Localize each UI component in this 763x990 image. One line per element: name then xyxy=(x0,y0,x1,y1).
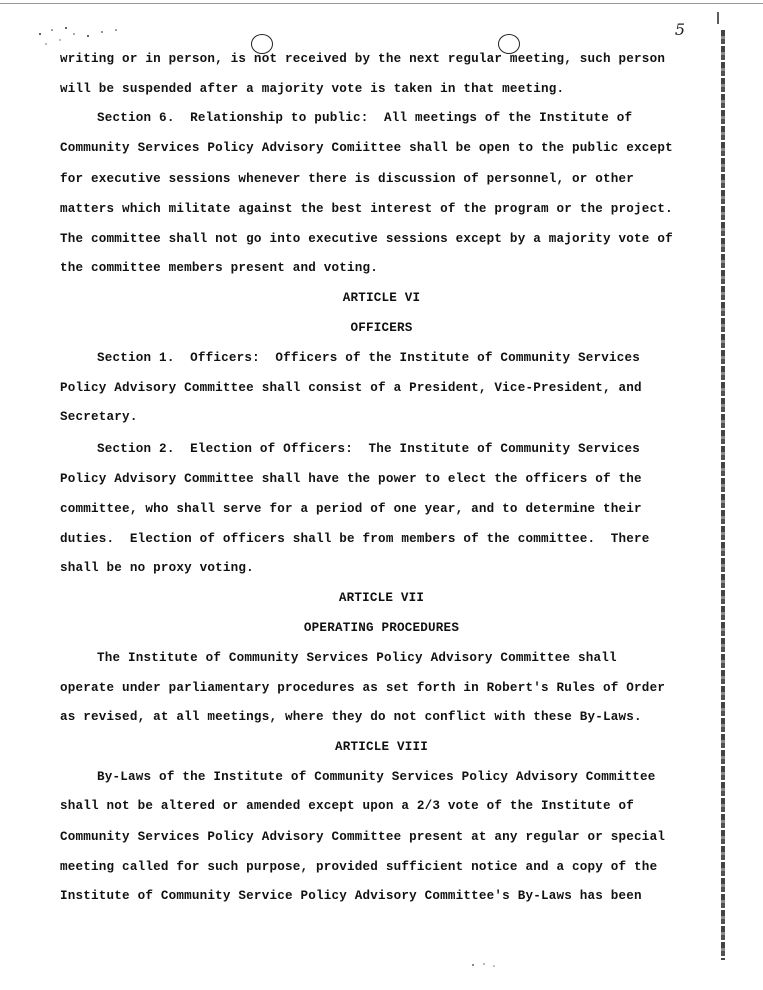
text-line: By-Laws of the Institute of Community Services Policy Advisory Committee xyxy=(97,770,656,784)
text-line: Community Services Policy Advisory Comiittee shall be open to the public except xyxy=(60,141,673,155)
text-line: Section 6. Relationship to public: All meetings of the Institute of xyxy=(97,111,633,125)
text-line: Policy Advisory Committee shall have the power to elect the officers of the xyxy=(60,472,642,486)
text-line: operate under parliamentary procedures as set forth in Robert's Rules of Order xyxy=(60,681,666,695)
text-line: shall be no proxy voting. xyxy=(60,561,254,575)
text-line: Secretary. xyxy=(60,410,138,424)
article-heading: ARTICLE VII xyxy=(338,591,425,605)
article-subheading: OFFICERS xyxy=(350,321,413,335)
text-line: duties. Election of officers shall be from members of the committee. There xyxy=(60,532,650,546)
right-scan-edge xyxy=(721,30,725,960)
text-line: will be suspended after a majority vote is taken in that meeting. xyxy=(60,82,565,96)
text-line: the committee members present and voting. xyxy=(60,261,379,275)
text-line: Institute of Community Service Policy Advisory Committee's By-Laws has been xyxy=(60,889,642,903)
text-line: shall not be altered or amended except upon a 2/3 vote of the Institute of xyxy=(60,799,635,813)
text-line: for executive sessions whenever there is discussion of personnel, or other xyxy=(60,172,635,186)
handwritten-page-mark: 5 xyxy=(674,20,685,39)
scan-speckles xyxy=(32,24,132,54)
text-line: Community Services Policy Advisory Committee present at any regular or special xyxy=(60,830,666,844)
text-line: writing or in person, is not received by the next regular meeting, such person xyxy=(60,52,666,66)
article-heading: ARTICLE VI xyxy=(342,291,421,305)
text-line: Policy Advisory Committee shall consist of a President, Vice-President, and xyxy=(60,381,642,395)
text-line: matters which militate against the best interest of the program or the project. xyxy=(60,202,673,216)
article-heading: ARTICLE VIII xyxy=(334,740,429,754)
text-line: meeting called for such purpose, provided sufficient notice and a copy of the xyxy=(60,860,658,874)
scan-dots-bottom xyxy=(470,960,500,970)
top-scan-edge xyxy=(0,3,763,4)
article-subheading: OPERATING PROCEDURES xyxy=(303,621,460,635)
scan-edge-corner xyxy=(717,12,725,24)
text-line: as revised, at all meetings, where they do not conflict with these By-Laws. xyxy=(60,710,642,724)
text-line: Section 2. Election of Officers: The Institute of Community Services xyxy=(97,442,641,456)
text-line: Section 1. Officers: Officers of the Institute of Community Services xyxy=(97,351,641,365)
text-line: The Institute of Community Services Policy Advisory Committee shall xyxy=(97,651,617,665)
text-line: The committee shall not go into executive sessions except by a majority vote of xyxy=(60,232,673,246)
text-line: committee, who shall serve for a period of one year, and to determine their xyxy=(60,502,642,516)
